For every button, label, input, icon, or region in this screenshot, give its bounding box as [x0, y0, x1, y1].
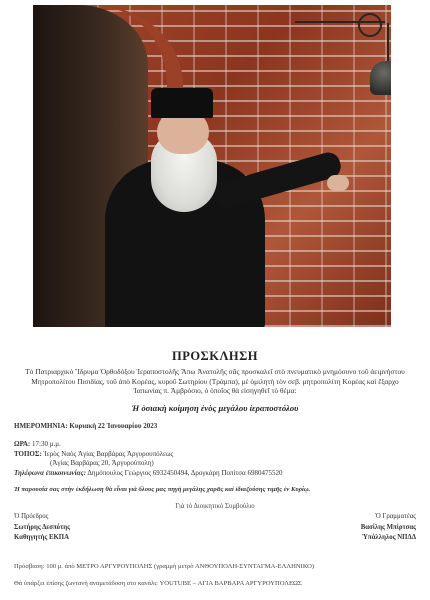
access-note: Πρόσβαση: 100 μ. ἀπὸ ΜΕΤΡΟ ΑΡΓΥΡΟΥΠΟΛΗΣ (γραμμὴ μετρὸ ΑΝΘΟΥΠΟΛΗ-ΣΥΝΤΑΓΜΑ-ΕΛΛΗΝΙΚΟ) [14, 563, 315, 570]
time-label: ΩΡΑ: [14, 440, 31, 448]
bell-rope [387, 23, 389, 63]
secretary-title: Ὑπάλληλος ΝΠΔΔ [362, 534, 416, 541]
cover-photo [33, 5, 391, 327]
date-value: Κυριακὴ 22 Ἰανουαρίου 2023 [69, 422, 158, 430]
place-label: ΤΟΠΟΣ: [14, 450, 42, 458]
secretary-signature [361, 512, 416, 544]
contact-line [14, 469, 282, 477]
invitation-heading: ΠΡΟΣΚΛΗΣΗ [171, 349, 259, 363]
president-name: Σωτήρης Δεσπότης [14, 523, 70, 531]
contact-label: Τηλέφωνα ἐπικοινωνίας: [14, 469, 86, 477]
secretary-name: Βασίλης Μπίρτσας [360, 523, 416, 531]
bell-icon [370, 61, 391, 95]
lecture-topic: Ἡ ὁσιακὴ κοίμηση ἑνὸς μεγάλου ἱεραποστόλου [131, 403, 299, 413]
stream-note: Θὰ ὑπάρξει ἐπίσης ζωντανὴ αναμετάδοση στο κανάλι: YOUTUBE – ΑΓΙΑ ΒΑΡΒΑΡΑ ΑΡΓΥΡΟΥΠΟΛΕΩΣ [14, 580, 302, 587]
president-signature [14, 512, 70, 544]
presence-note: Ἡ παρουσία σας στὴν ἐκδήλωση θὰ εἶναι γιὰ ὅλους μας πηγὴ μεγάλης χαρᾶς καὶ ἰδιαζούσης τιμῆς ἐν Κυρίῳ. [14, 486, 311, 493]
time-line [14, 440, 61, 448]
president-role: Ὁ Πρόεδρος [14, 513, 49, 520]
time-value: 17:30 μ.μ. [32, 440, 61, 448]
contact-value: Δημόπουλος Γεώργιος 6932450494, Δρογκάρη Ποπίτσα 6980475520 [87, 469, 283, 477]
place-value: Ἱερὸς Ναὸς Ἁγίας Βαρβάρας Ἀργυρουπόλεως [43, 450, 174, 458]
date-label: ΗΜΕΡΟΜΗΝΙΑ: [14, 422, 68, 430]
secretary-role: Ὁ Γραμματέας [375, 513, 416, 520]
monk-figure [105, 80, 325, 327]
raised-arm [211, 150, 343, 211]
president-title: Καθηγητὴς ΕΚΠΑ [14, 534, 69, 541]
intro-paragraph: Τὸ Πατριαρχικὸ Ἵδρυμα Ὀρθοδόξου Ἱεραποστολῆς Ἄπω Ἀνατολῆς σᾶς προσκαλεῖ στὸ πνευματικὸ μνημόσυνο τοῦ ἀειμνήστου Μητροπολίτου Πισιδίας, τοῦ ἀπὸ Κορέας, κυροῦ Σωτηρίου (Τράμπα), μὲ ὁμιλητὴ τὸν σεβ. μητροπολίτη Κορέας καὶ ἔξαρχο Ἰαπωνίας π. Ἀμβρόσιο, ὁ ὁποῖος θὰ εἰσηγηθεῖ τὸ θέμα: [25, 367, 405, 396]
board-line: Γιὰ τὸ Διοικητικὸ Συμβούλιο [175, 503, 255, 510]
kalimavkion-hat [151, 88, 213, 118]
bell-hook [358, 13, 382, 37]
hand [327, 175, 349, 191]
date-line [14, 422, 157, 430]
place-line [14, 450, 173, 458]
place-address: (Ἁγίας Βαρβάρας 20, Ἀργυρούπολη) [50, 459, 154, 467]
